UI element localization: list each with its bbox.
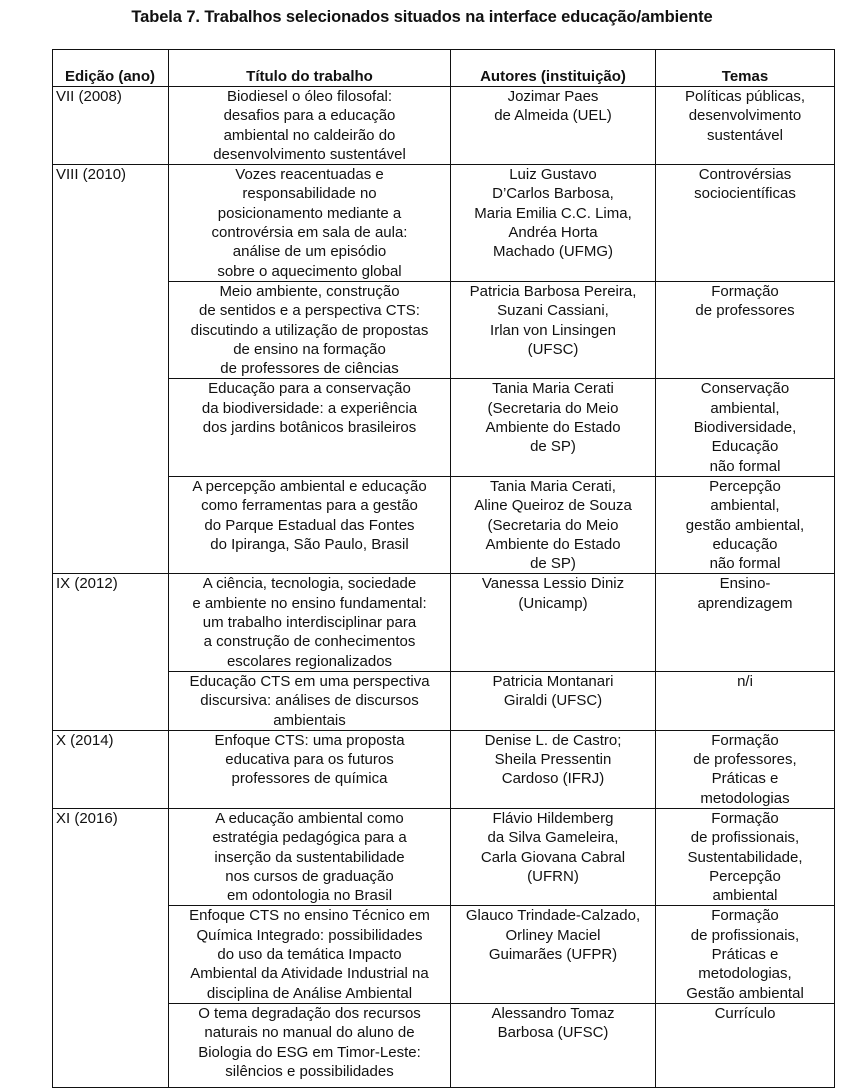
title-cell [169,671,451,730]
title-line: dos jardins botânicos brasileiros [202,419,417,437]
title-line: escolares regionalizados [226,652,393,670]
title-line: de professores de ciências [220,360,399,378]
themes-cell [656,906,835,1003]
title-line: silêncios e possibilidades [225,1062,394,1080]
title-line: A percepção ambiental e educação [192,477,427,495]
edition-cell: XI (2016) [53,808,169,1087]
title-line: Educação para a conservação [208,380,411,398]
themes-line: de professores, [693,751,797,769]
title-line: Ambiental da Atividade Industrial na [190,965,429,983]
authors-line: Glauco Trindade-Calzado, [465,907,641,925]
themes-line: Formação [711,731,779,749]
themes-cell [656,808,835,905]
title-cell [169,574,451,671]
authors-line: (UFSC) [527,340,579,358]
title-line: de sentidos e a perspectiva CTS: [199,302,420,320]
header-authors: Autores (instituição) [451,50,656,87]
themes-line: ambiental [712,887,778,905]
title-cell [169,379,451,476]
title-cell [169,476,451,573]
themes-cell [656,476,835,573]
authors-line: Patricia Barbosa Pereira, [469,282,637,300]
authors-line: Ambiente do Estado [485,419,621,437]
authors-line: Machado (UFMG) [492,243,614,261]
table-row [53,1003,835,1087]
themes-line: aprendizagem [697,594,793,612]
themes-line: Gestão ambiental [686,984,804,1002]
title-line: sobre o aquecimento global [217,262,402,280]
themes-line: não formal [709,457,781,475]
title-cell [169,808,451,905]
themes-line: não formal [709,555,781,573]
themes-line: de profissionais, [690,926,800,944]
themes-line: ambiental, [710,399,780,417]
title-line: do Ipiranga, São Paulo, Brasil [210,535,409,553]
themes-cell [656,281,835,378]
title-line: ambientais [273,711,346,729]
authors-cell [451,574,656,671]
edition-cell: IX (2012) [53,574,169,730]
themes-line: gestão ambiental, [685,516,805,534]
themes-line: Políticas públicas, [684,88,806,105]
edition-cell: VII (2008) [53,87,169,165]
title-line: e ambiente no ensino fundamental: [192,594,427,612]
themes-line: Práticas e [711,770,779,788]
title-line: da biodiversidade: a experiência [201,399,418,417]
edition-cell: X (2014) [53,730,169,808]
title-line: Biologia do ESG em Timor-Leste: [198,1043,421,1061]
title-line: disciplina de Análise Ambiental [206,984,413,1002]
themes-cell [656,379,835,476]
authors-line: de SP) [530,438,576,456]
title-cell [169,281,451,378]
themes-line: Ensino- [719,575,771,593]
table-row [53,808,835,905]
table-caption: Tabela 7. Trabalhos selecionados situados na interface educação/ambiente [131,8,713,26]
themes-line: desenvolvimento [688,107,802,125]
themes-line: Formação [711,907,779,925]
authors-line: D’Carlos Barbosa, [492,185,614,203]
themes-line: Formação [711,282,779,300]
title-line: do Parque Estadual das Fontes [204,516,415,534]
title-line: Biodiesel o óleo filosofal: [226,88,393,105]
table-row [53,906,835,1003]
authors-cell [451,379,656,476]
authors-line: Tania Maria Cerati, [490,477,616,495]
authors-cell [451,87,656,165]
title-line: controvérsia em sala de aula: [211,224,408,242]
table-row [53,476,835,573]
header-title: Título do trabalho [169,50,451,87]
title-line: educativa para os futuros [225,751,394,769]
authors-line: Luiz Gustavo [509,166,597,184]
title-line: Química Integrado: possibilidades [196,926,423,944]
authors-line: Maria Emilia C.C. Lima, [474,204,632,222]
title-line: responsabilidade no [242,185,377,203]
authors-line: Carla Giovana Cabral [480,848,626,866]
authors-line: Orliney Maciel [505,926,601,944]
themes-line: ambiental, [710,497,780,515]
title-line: inserção da sustentabilidade [214,848,405,866]
title-line: professores de química [231,770,388,788]
authors-cell [451,906,656,1003]
works-table [52,49,835,1088]
title-line: naturais no manual do aluno de [204,1024,415,1042]
themes-line: de professores [695,302,795,320]
authors-line: Tania Maria Cerati [492,380,614,398]
header-themes: Temas [656,50,835,87]
authors-cell [451,1003,656,1087]
table-row [53,671,835,730]
title-line: desafios para a educação [223,107,396,125]
title-line: Vozes reacentuadas e [235,166,384,184]
themes-line: metodologias [700,789,790,807]
title-line: Educação CTS em uma perspectiva [189,672,430,690]
themes-line: n/i [737,672,753,690]
themes-line: metodologias, [698,965,792,983]
table-row [53,165,835,282]
themes-line: Biodiversidade, [693,419,797,437]
title-line: O tema degradação dos recursos [198,1004,421,1022]
table-body [53,87,835,1088]
authors-line: da Silva Gameleira, [487,829,619,847]
themes-cell [656,87,835,165]
themes-line: sociocientíficas [694,185,796,203]
themes-line: Controvérsias [698,166,792,184]
themes-line: Conservação [700,380,790,398]
title-cell [169,1003,451,1087]
title-line: estratégia pedagógica para a [212,829,407,847]
authors-line: (Unicamp) [518,594,588,612]
themes-cell [656,165,835,282]
title-line: em odontologia no Brasil [226,887,393,905]
authors-line: de Almeida (UEL) [494,107,612,125]
title-line: ambiental no caldeirão do [223,126,396,144]
table-row [53,730,835,808]
title-cell [169,906,451,1003]
themes-line: Percepção [709,867,781,885]
themes-cell [656,574,835,671]
authors-cell [451,730,656,808]
title-line: discursiva: análises de discursos [200,692,419,710]
authors-line: de SP) [530,555,576,573]
themes-line: Formação [711,809,779,827]
themes-line: Sustentabilidade, [687,848,803,866]
authors-cell [451,671,656,730]
title-line: A ciência, tecnologia, sociedade [202,575,417,593]
authors-line: Barbosa (UFSC) [497,1024,609,1042]
title-line: Meio ambiente, construção [219,282,400,300]
title-line: discutindo a utilização de propostas [190,321,429,339]
header-edition: Edição (ano) [53,50,169,87]
edition-cell: VIII (2010) [53,165,169,574]
themes-line: de profissionais, [690,829,800,847]
themes-line: Educação [711,438,779,456]
title-line: de ensino na formação [233,340,386,358]
authors-line: Guimarães (UFPR) [488,946,618,964]
themes-cell [656,730,835,808]
authors-line: Suzani Cassiani, [497,302,609,320]
authors-line: Andréa Horta [508,224,598,242]
title-line: Enfoque CTS no ensino Técnico em [189,907,430,925]
title-line: um trabalho interdisciplinar para [202,614,417,632]
authors-line: (Secretaria do Meio [487,516,619,534]
themes-cell [656,671,835,730]
title-line: A educação ambiental como [215,809,404,827]
authors-cell [451,476,656,573]
title-line: nos cursos de graduação [225,867,394,885]
table-row [53,574,835,671]
authors-line: (UFRN) [527,867,579,885]
authors-line: Sheila Pressentin [494,751,612,769]
authors-line: Patricia Montanari [492,672,614,690]
authors-line: (Secretaria do Meio [487,399,619,417]
authors-line: Flávio Hildemberg [492,809,614,827]
themes-line: Currículo [714,1004,776,1022]
authors-cell [451,808,656,905]
title-cell [169,730,451,808]
authors-line: Giraldi (UFSC) [503,692,603,710]
authors-line: Cardoso (IFRJ) [501,770,605,788]
authors-line: Ambiente do Estado [485,535,621,553]
themes-line: Práticas e [711,946,779,964]
table-row [53,379,835,476]
authors-line: Alessandro Tomaz [491,1004,615,1022]
table-header-row [53,50,835,87]
table-row [53,87,835,165]
title-cell [169,87,451,165]
title-line: do uso da temática Impacto [217,946,402,964]
authors-line: Denise L. de Castro; [484,731,622,749]
themes-cell [656,1003,835,1087]
authors-cell [451,165,656,282]
authors-line: Aline Queiroz de Souza [474,497,632,515]
title-cell [169,165,451,282]
themes-line: Percepção [709,477,781,495]
title-line: a construção de conhecimentos [203,633,416,651]
table-row [53,281,835,378]
title-line: como ferramentas para a gestão [201,497,418,515]
themes-line: educação [712,535,778,553]
title-line: análise de um episódio [232,243,387,261]
themes-line: sustentável [707,126,783,144]
title-line: desenvolvimento sustentável [213,145,406,163]
authors-cell [451,281,656,378]
title-line: posicionamento mediante a [217,204,402,222]
authors-line: Irlan von Linsingen [490,321,616,339]
authors-line: Vanessa Lessio Diniz [481,575,625,593]
authors-line: Jozimar Paes [507,88,599,105]
title-line: Enfoque CTS: uma proposta [214,731,405,749]
